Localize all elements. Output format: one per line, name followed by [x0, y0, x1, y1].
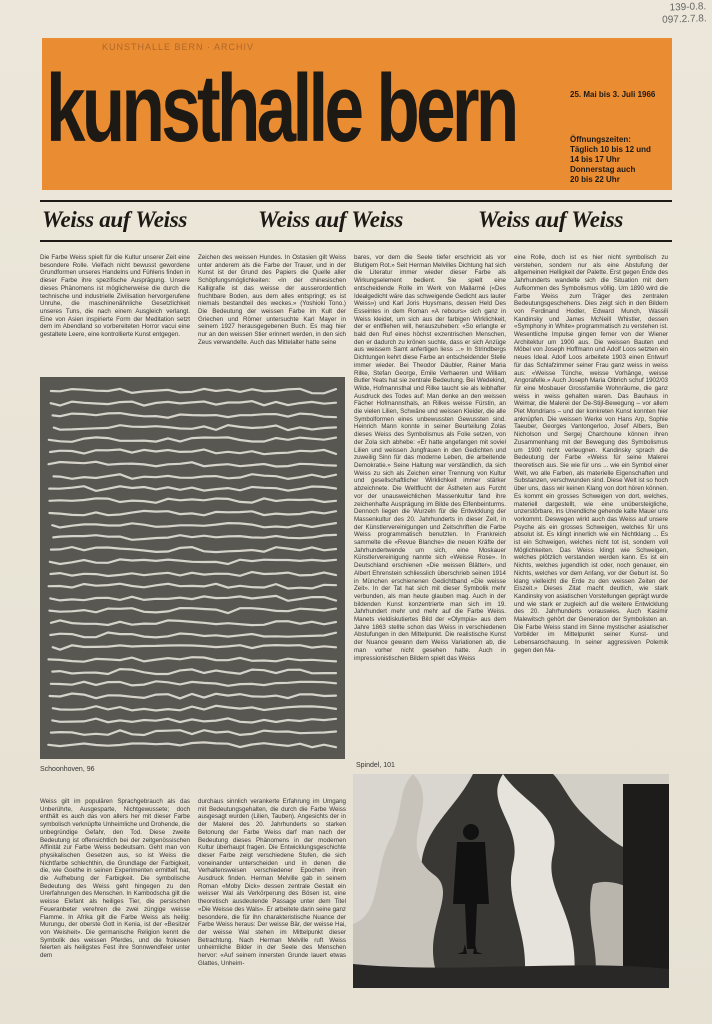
installation-photo: [353, 774, 669, 988]
artwork-image: [40, 377, 345, 759]
headline-2: Weiss auf Weiss: [258, 207, 404, 232]
article-column-1-bottom: Weiss gilt im populären Sprachgebrauch als das Unberührte, Ausgesparte, Nichtgewussete; doch enthält es auch das von allers her mit dieser Farbe symbolisch verknüpfte Unheimliche und Drohende, die unbegründige Gefahr, den Tod. Diese zweite Bedeutung ist offensichtlich bei der zeitgenössischen Affinität zur Farbe Weiss bedeutsam. Geht man von physikalischen Gesetzen aus, so ist Weiss die Nichtfarbe schlechthin, die Grundlage der Farbigkeit, die, wie Goethe in seinen Experimenten ermittelt hat, die Aufhebung der Farbigkeit. Die symbolische Bedeutung des Weiss geht hingegen zu den Urerfahrungen des Menschen. In Kambodscha gilt die weisse Elefant als heiliges Tier, die persischen Feueranbeter verehren die zwei züngige weisse Flamme. In Afrika gilt die Farbe Weiss als heilig: Murungu, der oberste Gott in Kenia, ist der «Besitzer von Weisheit». Die germanische Religion kennt die Symbolik des weissen Pferdes, und die frokesen feierten als heiligstes Fest ihre Sonnwendfeier unter dem: [40, 798, 190, 960]
headline-3: Weiss auf Weiss: [478, 207, 624, 232]
article-column-1-top: Die Farbe Weiss spielt für die Kultur unserer Zeit eine besondere Rolle. Vielfach nicht bewusst gewordene Grundformen unseres Handelns und Fühlens finden in dieser Farbe ihre spezifische Ausprägung. Unsere dieses Phänomens ist möglicherweise die durch die technische und industrielle Zivilisation hervorgerufene Unruhe, die maschinenähnliche Gesetzlichkeit unseres Tuns, die nach einem Ausgleich verlangt. Eine von Asien inspirierte Form der Meditation setzt dem im Abendland so vorbereiteten Horror vacui eine gestaltete Leere, eine kontrollierte Kunst entgegen.: [40, 254, 190, 339]
catalog-line-2: 097.2.7.8.: [661, 13, 707, 26]
masthead-title: kunsthalle bern: [46, 55, 516, 162]
hours-line: Täglich 10 bis 12 und: [570, 145, 651, 154]
artwork-schoonhoven: [40, 377, 345, 759]
catalog-note: [661, 1, 706, 27]
top-rule: [40, 200, 672, 202]
photo-caption: Spindel, 101: [356, 762, 395, 769]
hours-line: Öffnungszeiten:: [570, 135, 631, 144]
orange-banner: [42, 38, 672, 190]
hours-line: Donnerstag auch: [570, 165, 636, 174]
headline-1: Weiss auf Weiss: [42, 207, 188, 232]
artwork-caption: Schoonhoven, 96: [40, 766, 95, 773]
catalog-line-1: 139-0.8.: [668, 1, 706, 14]
exhibition-dates: 25. Mai bis 3. Juli 1966: [570, 90, 656, 99]
headline-rule: [40, 240, 672, 242]
archive-stamp: KUNSTHALLE BERN · ARCHIV: [102, 42, 255, 52]
hours-line: 20 bis 22 Uhr: [570, 175, 620, 184]
opening-hours: [570, 135, 651, 185]
article-column-3: bares, vor dem die Seele tiefer erschrickt als vor Blutigem Rot.» Seit Herman Melvilles Dichtung hat sich die Literatur immer wieder dieser Farbe als Wirkungselement bedient. Sie spielt eine entscheidende Rolle im Werk von Mallarmé («Des Idealgedicht wäre das schweigende Gedicht aus lauter Weiss») und Karl Joris Huysmans, dessen Held Des Esseintes in dem Roman «A rebours» sich ganz in Weiss kleidet, um sich aus der farbigen Wirklichkeit, der er entfliehen will, herauszuheben: «So erlangte er bald den Ruf eines höchst exzentrischen Menschen, den er dadurch zu krönen suchte, dass er sich Anzüge aus weissem Samt anfertigen liess ...» In Strindbergs Dichtungen kehrt diese Farbe an entscheidender Stelle immer wieder. Bei Theodor Däubler, Rainer Maria Rilke, Stefan George, Emile Verhaeren und William Butler Yeats hat sie zentrale Bedeutung. Bei Wedekind, Wilde, Hofmannsthal und Rilke taucht sie als leibhafter Ausdruck des Todes auf: Man denke an den weissen Fächer Hofmannsthals, an Rilkes weisse Fürstin, an die vielen Lilien, Schwäne und weissen Kleider, die alle Symbolformen eines unbewussten Gewussten sind. Heinrich Mann konnte in seiner Beurteilung Zolas dieses Weiss des Symbolismus als Folie setzen, von der Zola sich abhebe: «Er hatte angefangen mit soviel Lilien und weissen Jungfrauen in den Gedichten und zuweilig Sinn für das moderne Leben, die arbeitende Demokratie.» Seine Haltung war verständlich, da sich Weiss zu sich als Zeichen einer Trennung von Kultur und gesellschaftlicher Wirklichkeit immer stärker abzeichnete. Die Weltflucht der Ästheten aus Furcht vor der unausweichlichen Massenkultur fand ihre zeichenhafte Ausprägung im Bilde des Elfenbeinturms. Dennoch liegen die Wurzeln für die Entwicklung der Massenkultur des 20. Jahrhunderts in dieser Zeit, in der Künstlervereinigungen und Zeitschriften die Farbe Weiss programmatisch benutzten. In Frankreich sammelte die «Revue Blanche» die neuen Kräfte der Jahrhundertwende um sich, eine Moskauer Künstlervereinigung nannte sich «Weisse Rose». In Deutschland erschienen «Die weissen Blätter», und Albert Ehrenstein schliesslich überschrieb seinen 1914 in München erschienenen Gedichtband «Die weisse Zeit». In der Tat hat sich mit dieser Symbolik mehr verbunden, als man heute glauben mag. Auch in der bildenden Kunst konzentrierte man sich im 19. Jahrhundert mehr und mehr auf die Farbe Weiss. Manets vieldiskutiertes Bild der «Olympia» aus dem Jahre 1863 stellte schon das Weiss in verschiedenen Abstufungen in den Mittelpunkt. Die realistische Kunst der Nuance gewann dem Weiss Variationen ab, die man vorher nicht gesehen hatte. Auch in impressionistischen Bildern spielt das Weiss: [354, 254, 506, 662]
photo-image: [353, 774, 669, 988]
hours-line: 14 bis 17 Uhr: [570, 155, 620, 164]
article-column-4: eine Rolle, doch ist es hier nicht symbolisch zu verstehen, sondern nur als eine Abstufung der allgemeinen Helligkeit der Palette. Erst gegen Ende des Jahrhunderts wandelte sich die Situation mit dem Aufkommen des Symbolismus völlig. Um 1890 wird die Farbe Weiss zum Träger des zentralen Bedeutungsgeschehens. Dies zeigt sich in den Bildern von Ferdinand Hodler, Edward Munch, Wassili Kandinsky und James McNeill Whistler, dessen «Symphony in White» programmatisch zu verstehen ist. Wesentliche Impulse gingen ferner von der Wiener Architektur um 1900 aus. Die weissen Bauten und Möbel von Joseph Hoffmann und Adolf Loos setzten ein neues Ideal. Adolf Loos arbeitete 1903 einen Entwurf für das Schlafzimmer seiner Frau ganz weiss in weiss aus: «Weisse Tünche, weisse Vorhänge, weisse Angorafelle.» Auch Joseph Maria Olbrich schuf 1902/03 für eine Mosbauer Grossfamilie Wohnräume, die ganz weiss in weiss gehalten waren. Das Bauhaus in Weimar, die Malerei der De-Stijl-Bewegung – vor allem Piet Mondrians – und der konkreten Kunst konnten hier anknüpfen. Die weissen Werke von Hans Arp, Sophie Taeuber, Georges Vantongerloo, Josef Albers, Ben Nicholson und Sergej Charchoune können ihren Zusammenhang mit der Bewegung des Symbolismus um 1900 nicht verleugnen. Kandinsky sprach die Bedeutung der Farbe «Weiss für seine Malerei theoretisch aus. Sie wie für uns ... wie ein Symbol einer Welt, wo alle Farben, als materielle Eigenschaften und Substanzen, verschwunden sind. Diese Welt ist so hoch über uns, dass wir keinen Klang von dort hören können. Es kommt ein grosses Schweigen von dort, welches, materiell dargestellt, wie eine unübersteigliche, unzerstörbare, ins Unendliche gehende kalte Mauer uns vorkommt. Deswegen wirkt auch das Weiss auf unsere Psyche als ein grosses Schweigen, welches für uns absolut ist. Es klingt innerlich wie ein Nichtklang ... Es ist ein Schweigen, welches nicht tot ist, sondern voll Möglichkeiten. Das Weiss klingt wie Schweigen, welches plötzlich verstanden werden kann. Es ist ein Nichts, welches jugendlich ist oder, noch genauer, ein Nichts, welches vor dem Anfang, vor der Geburt ist. So klang vielleicht die Erde zu den weissen Zeiten der Eiszeit.» Dieses Zitat macht deutlich, wie stark Kandinsky von asiatischen Vorstellungen geprägt wurde und wie stark er zugleich auf die weitere Entwicklung des 20. Jahrhunderts vorauswies. Auch Kasimir Malewitsch gehört der Generation der Symbolisten an. Die Farbe Weiss stand im Sinne mystischer asiatischer Vorbilder im Mittelpunkt seiner Kunst- und Lebensanschauung. In seiner aggressiven Polemik gegen den Ma-: [514, 254, 668, 654]
article-column-2-bottom: durchaus sinnlich verankerte Erfahrung im Umgang mit Bedeutungsgehalten, die durch die Farbe Weiss ausgesagt wurden (Lilien, Tauben). Angesichts der in der Malerei des 20. Jahrhunderts so starken Betonung der Farbe Weiss darf man nach der Bedeutung dieses Phänomens in der modernen Kultur überhaupt fragen. Die Entwicklungsgeschichte dieser Farbe zeigt verschiedene Stufen, die sich voneinander unterscheiden und in denen die Verhaltensweisen verschiedener Epochen ihren Ausdruck finden. Herman Melville gab in seinem Roman «Moby Dick» dessen zentrale Gestalt ein weisser Wal als Verkörperung des Bösen ist, eine theoretisch ausdeutende Passage unter dem Titel «Die Weisse des Wals». Er arbeitete darin seine ganz besondere, die für ihn charakteristische Nuance der Farbe Weiss heraus: Der weisse Bär, der weisse Hai, der weisse Wal stehen im Mittelpunkt dieser Betrachtung. Nach Herman Melville ruft Weiss unheimliche Bilder in der Seele des Menschen hervor: «Auf seinem innersten Grunde lauert etwas Glattes, Unheim-: [198, 798, 346, 967]
article-column-2-top: Zeichen des weissen Hundes. In Ostasien gilt Weiss unter anderem als die Farbe der Trauer, und in der Kunst ist der Grund des Papiers die Quelle aller Schöpfungsmöglichkeiten: «In der chinesischen Kalligrafie ist das weisse der ausserordentlich fruchtbare Boden, aus dem alles entspringt; es ist niemals bestandteil des weckes.» (Yoshioki Tono.) Die Bedeutung der weissen Farbe im Kult der Griechen und Römer untersuchte Karl Mayer in seinem 1927 herausgegebenen Buch. Es mag hier nur an den weissen Stier erinnert werden, in den sich Zeus verwandelte. Auch das Mittelalter hatte seine: [198, 254, 346, 346]
